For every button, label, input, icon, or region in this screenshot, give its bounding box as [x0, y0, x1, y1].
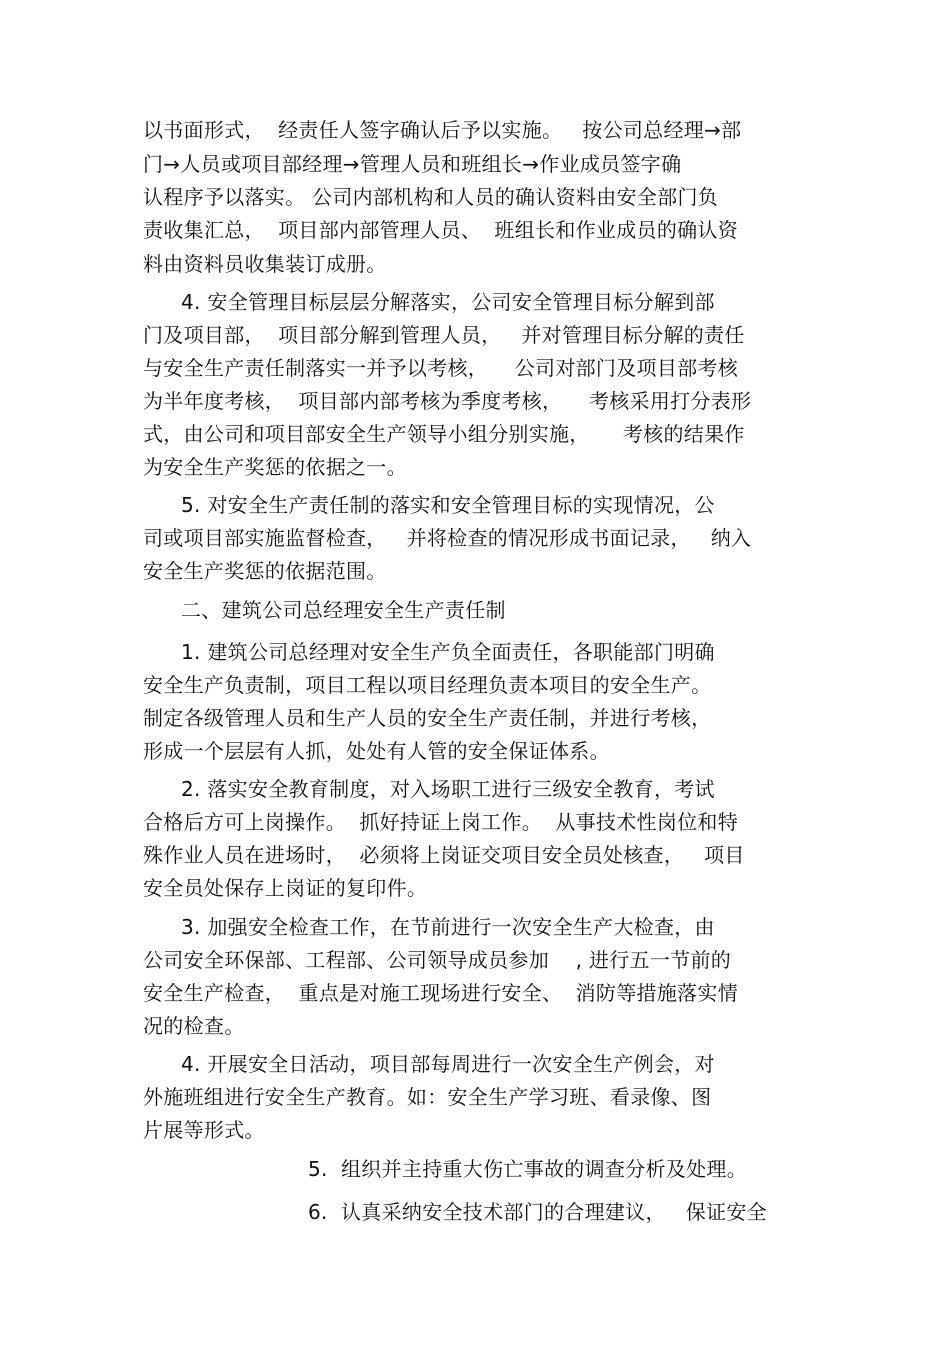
text-line: 1. 建筑公司总经理对安全生产负全面责任，各职能部门明确: [181, 640, 715, 664]
text-line: 公司安全环保部、工程部、公司领导成员参加 , 进行五一节前的: [143, 948, 732, 972]
list-item: 6. 认真采纳安全技术部门的合理建议， 保证安全: [308, 1200, 767, 1224]
text-line: 2. 落实安全教育制度，对入场职工进行三级安全教育，考试: [181, 777, 715, 801]
text-line: 安全生产负责制，项目工程以项目经理负责本项目的安全生产。: [143, 673, 712, 697]
text-line: 与安全生产责任制落实一并予以考核， 公司对部门及项目部考核: [143, 356, 739, 380]
text-line: 认程序予以落实。 公司内部机构和人员的确认资料由安全部门负: [143, 185, 719, 209]
list-item: 5. 组织并主持重大伤亡事故的调查分析及处理。: [308, 1157, 747, 1181]
text-line: 合格后方可上岗操作。 抓好持证上岗工作。 从事技术性岗位和特: [143, 810, 739, 834]
text-line: 况的检查。: [143, 1014, 245, 1038]
text-line: 制定各级管理人员和生产人员的安全生产责任制，并进行考核，: [143, 706, 712, 730]
text-line: 安全生产奖惩的依据范围。: [143, 559, 387, 583]
text-line: 外施班组进行安全生产教育。如：安全生产学习班、看录像、图: [143, 1085, 712, 1109]
text-line: 安全员处保存上岗证的复印件。: [143, 876, 428, 900]
text-line: 门→人员或项目部经理→管理人员和班组长→作业成员签字确: [143, 152, 682, 176]
text-line: 4. 安全管理目标层层分解落实，公司安全管理目标分解到部: [181, 290, 715, 314]
text-line: 责收集汇总， 项目部内部管理人员、 班组长和作业成员的确认资: [143, 218, 739, 242]
text-line: 司或项目部实施监督检查， 并将检查的情况形成书面记录， 纳入: [143, 526, 752, 550]
text-line: 料由资料员收集装订成册。: [143, 252, 387, 276]
text-line: 5. 对安全生产责任制的落实和安全管理目标的实现情况，公: [181, 493, 715, 517]
text-line: 3. 加强安全检查工作，在节前进行一次安全生产大检查，由: [181, 915, 715, 939]
text-line: 以书面形式， 经责任人签字确认后予以实施。 按公司总经理→部: [143, 118, 742, 142]
text-line: 门及项目部， 项目部分解到管理人员， 并对管理目标分解的责任: [143, 323, 745, 347]
section-heading: 二、建筑公司总经理安全生产责任制: [181, 598, 506, 622]
text-line: 安全生产检查， 重点是对施工现场进行安全、 消防等措施落实情: [143, 981, 739, 1005]
text-line: 殊作业人员在进场时， 必须将上岗证交项目安全员处核查， 项目: [143, 843, 745, 867]
text-line: 为半年度考核， 项目部内部考核为季度考核， 考核采用打分表形: [143, 389, 752, 413]
text-line: 片展等形式。: [143, 1118, 265, 1142]
text-line: 式，由公司和项目部安全生产领导小组分别实施， 考核的结果作: [143, 422, 745, 446]
text-line: 4. 开展安全日活动，项目部每周进行一次安全生产例会，对: [181, 1052, 715, 1076]
text-line: 为安全生产奖惩的依据之一。: [143, 455, 407, 479]
text-line: 形成一个层层有人抓，处处有人管的安全保证体系。: [143, 739, 610, 763]
